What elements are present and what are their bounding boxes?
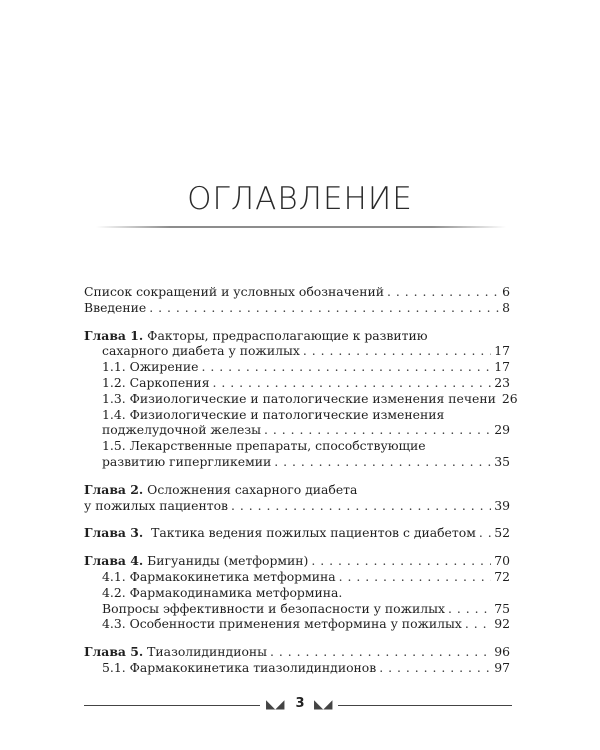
footer-line-right [338,705,512,706]
toc-page-number: 29 [494,422,510,438]
toc-entry-label: Бигуаниды (метформин) [143,553,309,569]
toc-entry-label: 4.1. Фармакокинетика метформина [102,568,336,584]
toc-entry-label: Тиазолидиндионы [143,644,268,660]
toc-entry-label: 1.2. Саркопения [102,374,210,390]
chapter-prefix: Глава 1. [84,327,144,343]
toc-leader [465,616,491,632]
toc-entry-chapter-5[interactable] [84,644,510,660]
toc-entry-1-4[interactable] [84,407,510,439]
toc-entry-5-1[interactable] [84,660,510,676]
toc-entry-label: 1.3. Физиологические и патологические изменения печени [102,390,496,406]
toc-entry-introduction[interactable] [84,300,510,316]
footer-ornament-left-icon: ◣◢ [266,697,285,711]
toc-leader [311,553,491,569]
toc-page-number: 23 [494,374,510,390]
toc-leader [448,601,491,617]
toc-page-number: 72 [494,568,510,584]
toc-entry-label: 5.1. Фармакокинетика тиазолидиндионов [102,659,377,675]
toc-entry-label-cont: развитию гипергликемии [102,453,272,469]
toc-page-number: 26 [501,390,518,406]
toc-page-number: 39 [494,497,510,513]
toc-entry-label-cont: поджелудочной железы [102,422,261,438]
toc-page-number: 6 [502,284,510,299]
toc-page-number: 35 [494,453,510,469]
toc-entry-abbreviations[interactable] [84,284,510,300]
toc-entry-1-3[interactable] [84,390,518,407]
toc-leader [270,644,491,660]
chapter-prefix: Глава 3. [84,525,144,541]
toc-page-number: 17 [494,359,510,375]
toc-entry-chapter-3[interactable] [84,525,510,541]
toc-entry-4-1[interactable] [84,569,510,585]
toc-entry-label: 1.1. Ожирение [102,359,199,375]
toc-leader [149,300,499,316]
toc-entry-4-2[interactable] [84,585,510,617]
toc-page-number: 52 [494,525,510,541]
toc-leader [213,375,492,391]
toc-entry-1-1[interactable] [84,359,510,375]
toc-leader [303,343,491,359]
footer-ornament-right-icon: ◣◢ [314,697,333,711]
toc-entry-chapter-2[interactable] [84,482,510,514]
toc-entry-label: 4.3. Особенности применения метформина у пожилых [102,616,462,632]
toc-entry-label: Тактика ведения пожилых пациентов с диабетом [143,525,476,541]
toc-entry-label: Введение [84,299,147,315]
toc-page-number: 97 [494,659,510,675]
toc-leader [202,359,492,375]
chapter-prefix: Глава 5. [84,644,144,660]
toc-page-number: 96 [494,644,510,660]
toc-entry-label: Факторы, предрасполагающие к развитию [143,327,428,343]
table-of-contents [84,284,518,676]
toc-entry-label-cont: сахарного диабета у пожилых [102,343,300,359]
toc-entry-label-cont: Вопросы эффективности и безопасности у пожилых [102,600,445,616]
toc-entry-label: Осложнения сахарного диабета [143,481,358,497]
toc-entry-label: 4.2. Фармакодинамика метформина. [102,584,343,600]
toc-entry-chapter-1[interactable] [84,328,510,360]
toc-entry-1-2[interactable] [84,375,510,391]
chapter-prefix: Глава 2. [84,481,144,497]
toc-page-number: 92 [494,616,510,632]
toc-entry-label-cont: у пожилых пациентов [84,497,229,513]
toc-leader [264,422,491,438]
title-divider [96,226,506,228]
page-title: ОГЛАВЛЕНИЕ [187,181,413,217]
page-number: 3 [295,696,305,711]
toc-page-number: 17 [494,343,510,359]
toc-leader [339,569,492,585]
toc-page-number: 8 [502,299,510,315]
toc-leader [387,284,499,300]
toc-leader [379,660,491,676]
toc-entry-4-3[interactable] [84,616,510,632]
toc-entry-chapter-4[interactable] [84,553,510,569]
toc-leader [231,498,491,514]
toc-page-number: 70 [494,553,510,569]
toc-page-number: 75 [494,600,510,616]
toc-entry-1-5[interactable] [84,438,510,470]
chapter-prefix: Глава 4. [84,553,144,569]
toc-entry-label: Список сокращений и условных обозначений [84,284,384,299]
page-footer [0,695,600,715]
toc-leader [479,525,491,541]
toc-entry-label: 1.4. Физиологические и патологические изменения [102,406,445,422]
toc-entry-label: 1.5. Лекарственные препараты, способствующие [102,438,426,454]
toc-leader [274,454,491,470]
